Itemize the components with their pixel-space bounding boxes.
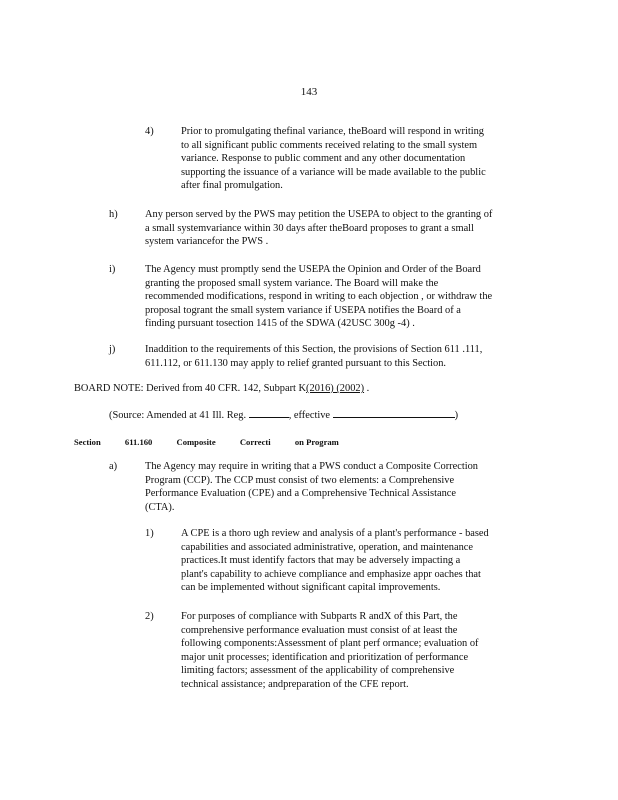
text-line: following components:Assessment of plant perf ormance; evaluation of <box>181 638 479 650</box>
item-h-text <box>145 208 545 249</box>
subitem-a1-text <box>181 527 527 595</box>
text-line: granting the proposed small system variance. The Board will make the <box>145 277 439 289</box>
text-line: A CPE is a thoro ugh review and analysis of a plant's performance - based <box>181 528 489 539</box>
item-j-text <box>145 343 545 370</box>
text-line: Performance Evaluation (CPE) and a Comprehensive Technical Assistance <box>145 488 456 500</box>
item-i-label: i) <box>109 264 116 275</box>
text-line: The Agency may require in writing that a PWS conduct a Composite Correction <box>145 461 478 472</box>
item-a-text <box>145 460 545 514</box>
text-line: after final promulgation. <box>181 180 283 192</box>
text-line: major unit processes; identification and prioritization of performance <box>181 651 469 663</box>
text-line: Inaddition to the requirements of this Section, the provisions of Section 611 .111, <box>145 344 483 355</box>
text-line: to all significant public comments received relating to the small system <box>181 139 478 151</box>
text-line: (CTA). <box>145 501 175 513</box>
subitem-a2-text <box>181 610 527 692</box>
board-note-suffix: . <box>364 383 370 394</box>
source-middle: , effective <box>288 410 331 421</box>
subitem-4-label: 4) <box>145 126 154 137</box>
text-line: comprehensive performance evaluation must consist of at least the <box>181 624 458 636</box>
section-title-word: on Program <box>294 437 339 447</box>
subitem-4-text <box>181 125 527 193</box>
text-line: system variancefor the PWS . <box>145 236 269 248</box>
board-note <box>74 382 369 396</box>
text-line: variance. Response to public comment and any other documentation <box>181 153 466 165</box>
text-line: can be implemented without significant capital improvements. <box>181 582 441 594</box>
effective-date-blank <box>333 408 455 418</box>
section-heading <box>74 436 361 450</box>
board-note-prefix: BOARD NOTE: Derived from 40 CFR. 142, Subpart K <box>74 383 307 394</box>
text-line: a small systemvariance within 30 days after theBoard proposes to grant a small <box>145 222 474 234</box>
board-note-amended-years: (2016) (2002) <box>306 383 365 394</box>
text-line: 611.112, or 611.130 may apply to relief granted pursuant to this Section. <box>145 357 446 369</box>
text-line: supporting the issuance of a variance will be made available to the public <box>181 166 486 178</box>
section-title-word: Correcti <box>239 437 271 447</box>
source-suffix: ) <box>454 410 459 421</box>
text-line: Any person served by the PWS may petition the USEPA to object to the granting of <box>145 209 493 220</box>
text-line: practices.It must identify factors that may be adversely impacting a <box>181 555 461 567</box>
section-word: Section <box>74 437 101 447</box>
item-i-text <box>145 263 545 331</box>
section-number: 611.160 <box>124 437 153 447</box>
text-line: For purposes of compliance with Subparts R andX of this Part, the <box>181 611 458 622</box>
item-a-label: a) <box>109 461 118 472</box>
subitem-a1-label: 1) <box>145 528 154 539</box>
text-line: limiting factors; assessment of the applicability of comprehensive <box>181 665 455 677</box>
text-line: technical assistance; andpreparation of the CFE report. <box>181 678 409 690</box>
text-line: finding pursuant tosection 1415 of the SDWA (42USC 300g -4) . <box>145 318 415 330</box>
register-page-blank <box>249 408 289 418</box>
subitem-a2-label: 2) <box>145 611 154 622</box>
page-number: 143 <box>300 86 318 98</box>
item-j-label: j) <box>109 344 116 355</box>
source-note <box>109 408 458 423</box>
text-line: plant's capability to achieve compliance and emphasize appr oaches that <box>181 568 481 580</box>
text-line: capabilities and associated administrative, operation, and maintenance <box>181 541 473 553</box>
section-title-word: Composite <box>176 437 216 447</box>
text-line: The Agency must promptly send the USEPA the Opinion and Order of the Board <box>145 264 481 275</box>
text-line: recommended modifications, respond in writing to each objection , or withdraw the <box>145 291 493 303</box>
text-line: proposal togrant the small system variance if USEPA notifies the Board of a <box>145 304 461 316</box>
source-prefix: (Source: Amended at 41 Ill. Reg. <box>109 410 247 421</box>
text-line: Prior to promulgating thefinal variance, theBoard will respond in writing <box>181 126 484 137</box>
text-line: Program (CCP). The CCP must consist of two elements: a Comprehensive <box>145 474 455 486</box>
item-h-label: h) <box>109 209 118 220</box>
